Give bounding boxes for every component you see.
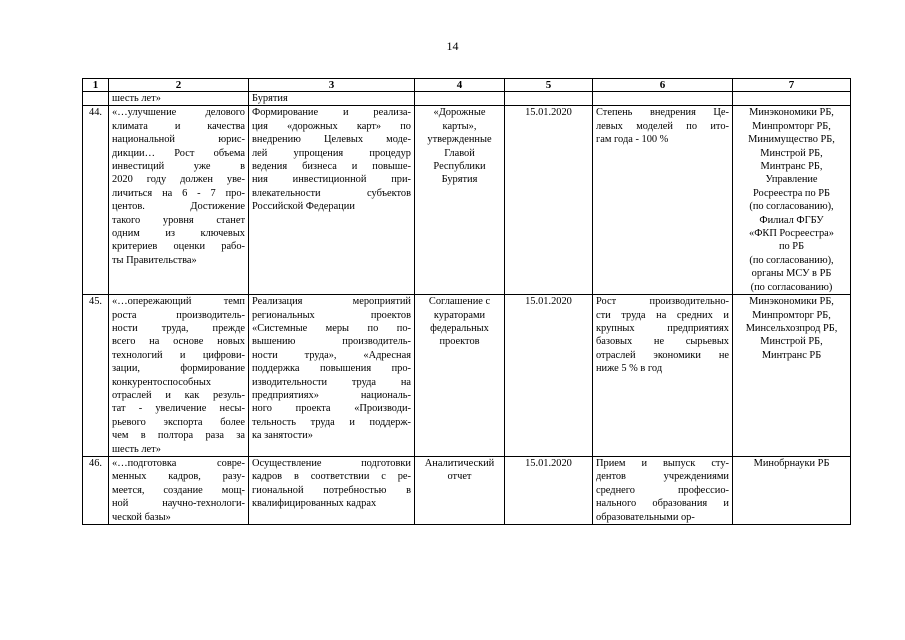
text-line: одним из ключевых xyxy=(112,228,245,240)
text-line: ности труда», «Адресная xyxy=(252,349,411,361)
text-line: всего на основе новых xyxy=(112,336,245,348)
text-line: Управление xyxy=(765,174,818,186)
text-line: зации, формирование xyxy=(112,363,245,375)
text-line: Республики xyxy=(433,161,486,173)
text-line: крупных предприятиях xyxy=(596,322,729,334)
header-col-7: 7 xyxy=(733,79,851,92)
text-line: образовательными ор- xyxy=(596,511,695,523)
text-line: центов. Достижение xyxy=(112,201,245,213)
text-line: шесть лет» xyxy=(112,443,161,455)
text-line: федеральных xyxy=(430,322,489,334)
text-line: по РБ xyxy=(778,241,805,253)
text-line: проектов xyxy=(439,336,480,348)
text-line: меется, создание мощ- xyxy=(112,484,245,496)
event-cell xyxy=(249,106,415,295)
text-line: карты», xyxy=(442,120,477,132)
text-line: квалифицированных кадрах xyxy=(252,498,377,510)
row-number-cell: 44. xyxy=(83,106,109,295)
text-line: изводительности труда на xyxy=(252,376,411,388)
text-line: национальной юрис- xyxy=(112,134,245,146)
text-line: нального образования и xyxy=(596,498,729,510)
text-line: Осуществление подготовки xyxy=(252,457,411,469)
text-line: ной научно-технологи- xyxy=(112,498,245,510)
indicator-cell xyxy=(109,295,249,457)
text-line: внедрению Целевых моде- xyxy=(252,134,411,146)
text-line: Минпромторг РБ, xyxy=(752,309,831,321)
text-line: Степень внедрения Це- xyxy=(596,107,729,119)
text-line: «…улучшение делового xyxy=(112,107,245,119)
text-line: базовых не сырьевых xyxy=(596,336,729,348)
text-line: ния инвестиционной при- xyxy=(252,174,411,186)
text-line: ности труда, прежде xyxy=(112,322,245,334)
text-line: отчет xyxy=(447,471,472,483)
document-cell xyxy=(415,106,505,295)
responsible-cell xyxy=(733,106,851,295)
table-row xyxy=(83,456,851,524)
text-line: левых моделей по ито- xyxy=(596,120,729,132)
text-line: тат - увеличение несы- xyxy=(112,403,245,415)
text-line: инвестиций уже в xyxy=(112,161,245,173)
text-line: предприятиях» националь- xyxy=(252,389,411,401)
header-col-3: 3 xyxy=(249,79,415,92)
text-line: Минэкономики РБ, xyxy=(749,296,834,308)
continuation-responsible xyxy=(733,92,851,106)
document-cell xyxy=(415,456,505,524)
event-cell xyxy=(249,295,415,457)
text-line: тельность труда и поддерж- xyxy=(252,416,411,428)
text-line: Росреестра по РБ xyxy=(752,187,831,199)
text-line: 2020 году должен уве- xyxy=(112,174,245,186)
text-line: дикции… Рост объема xyxy=(112,147,245,159)
text-line: ческой базы» xyxy=(112,511,171,523)
text-line: ведения бизнеса и повыше- xyxy=(252,161,411,173)
text-line: Минстрой РБ, xyxy=(760,147,823,159)
text-line: отраслей экономики не xyxy=(596,349,729,361)
text-line: кураторами xyxy=(433,309,486,321)
event-cell xyxy=(249,456,415,524)
text-line: критериев оценки рабо- xyxy=(112,241,245,253)
responsible-cell xyxy=(733,295,851,457)
text-line: лей упрощения процедур xyxy=(252,147,411,159)
text-line: «Дорожные xyxy=(433,107,486,119)
text-line: среднего профессио- xyxy=(596,484,729,496)
text-line: «ФКП Росреестра» xyxy=(749,228,834,240)
text-line: гиональной потребностью в xyxy=(252,484,411,496)
date-cell: 15.01.2020 xyxy=(505,295,593,457)
plan-table xyxy=(82,78,851,525)
text-line: Формирование и реализа- xyxy=(252,107,411,119)
text-line: (по согласованию) xyxy=(750,281,833,293)
text-line: Аналитический xyxy=(424,457,495,469)
text-line: Соглашение с xyxy=(428,296,491,308)
text-line: чем в полтора раза за xyxy=(112,430,245,442)
text-line: Минобрнауки РБ xyxy=(753,457,830,469)
text-line: вышению производитель- xyxy=(252,336,411,348)
text-line: рьевого экспорта более xyxy=(112,416,245,428)
text-line: Минсельхозпрод РБ, xyxy=(745,322,838,334)
text-line: «…подготовка совре- xyxy=(112,457,245,469)
text-line: влекательности субъектов xyxy=(252,187,411,199)
text-line: такого уровня станет xyxy=(112,214,245,226)
header-row xyxy=(83,79,851,92)
text-line: Минимущество РБ, xyxy=(748,134,835,146)
date-cell: 15.01.2020 xyxy=(505,106,593,295)
text-line: менных кадров, разу- xyxy=(112,471,245,483)
text-line: Минстрой РБ, xyxy=(760,336,823,348)
continuation-date xyxy=(505,92,593,106)
text-line: дентов учреждениями xyxy=(596,471,729,483)
text-line: (по согласованию), xyxy=(749,254,834,266)
continuation-row xyxy=(83,92,851,106)
text-line: ниже 5 % в год xyxy=(596,363,663,375)
text-line: Бурятия xyxy=(441,174,478,186)
date-cell: 15.01.2020 xyxy=(505,456,593,524)
text-line: Минэкономики РБ, xyxy=(749,107,834,119)
header-col-6: 6 xyxy=(593,79,733,92)
text-line: Главой xyxy=(444,147,475,159)
text-line: «…опережающий темп xyxy=(112,296,245,308)
text-line: ка занятости» xyxy=(252,430,313,442)
text-line: гам года - 100 % xyxy=(596,134,669,146)
text-line: органы МСУ в РБ xyxy=(751,268,832,280)
text-line: Филиал ФГБУ xyxy=(759,214,824,226)
continuation-result xyxy=(593,92,733,106)
table-row xyxy=(83,295,851,457)
result-cell xyxy=(593,106,733,295)
row-number-cell: 45. xyxy=(83,295,109,457)
continuation-num xyxy=(83,92,109,106)
result-cell xyxy=(593,456,733,524)
text-line: Минтранс РБ xyxy=(761,349,822,361)
text-line: Минпромторг РБ, xyxy=(752,120,831,132)
text-line: утвержденные xyxy=(427,134,492,146)
text-line: «Системные меры по по- xyxy=(252,322,411,334)
continuation-indicator: шесть лет» xyxy=(109,92,249,106)
document-cell xyxy=(415,295,505,457)
row-number-cell: 46. xyxy=(83,456,109,524)
table-row xyxy=(83,106,851,295)
text-line: (по согласованию), xyxy=(749,201,834,213)
text-line: личиться на 6 - 7 про- xyxy=(112,187,245,199)
indicator-cell xyxy=(109,456,249,524)
text-line: сти труда на средних и xyxy=(596,309,729,321)
text-line: Рост производительно- xyxy=(596,296,729,308)
text-line: роста производитель- xyxy=(112,309,245,321)
text-line: Минтранс РБ, xyxy=(760,161,823,173)
continuation-event: Бурятия xyxy=(249,92,415,106)
text-line: отраслей и как резуль- xyxy=(112,389,245,401)
text-line: региональных проектов xyxy=(252,309,411,321)
text-line: кадров в соответствии с ре- xyxy=(252,471,411,483)
continuation-document xyxy=(415,92,505,106)
text-line: технологий и цифрови- xyxy=(112,349,245,361)
page-number: 14 xyxy=(446,39,459,53)
result-cell xyxy=(593,295,733,457)
text-line: Российской Федерации xyxy=(252,201,355,213)
responsible-cell xyxy=(733,456,851,524)
header-col-4: 4 xyxy=(415,79,505,92)
text-line: Реализация мероприятий xyxy=(252,296,411,308)
text-line: поддержка повышения про- xyxy=(252,363,411,375)
text-line: ты Правительства» xyxy=(112,254,197,266)
indicator-cell xyxy=(109,106,249,295)
header-col-5: 5 xyxy=(505,79,593,92)
text-line: климата и качества xyxy=(112,120,245,132)
text-line: ного проекта «Производи- xyxy=(252,403,411,415)
header-col-1: 1 xyxy=(83,79,109,92)
header-col-2: 2 xyxy=(109,79,249,92)
text-line: Прием и выпуск сту- xyxy=(596,457,729,469)
text-line: конкурентоспособных xyxy=(112,376,212,388)
text-line: ция «дорожных карт» по xyxy=(252,120,411,132)
